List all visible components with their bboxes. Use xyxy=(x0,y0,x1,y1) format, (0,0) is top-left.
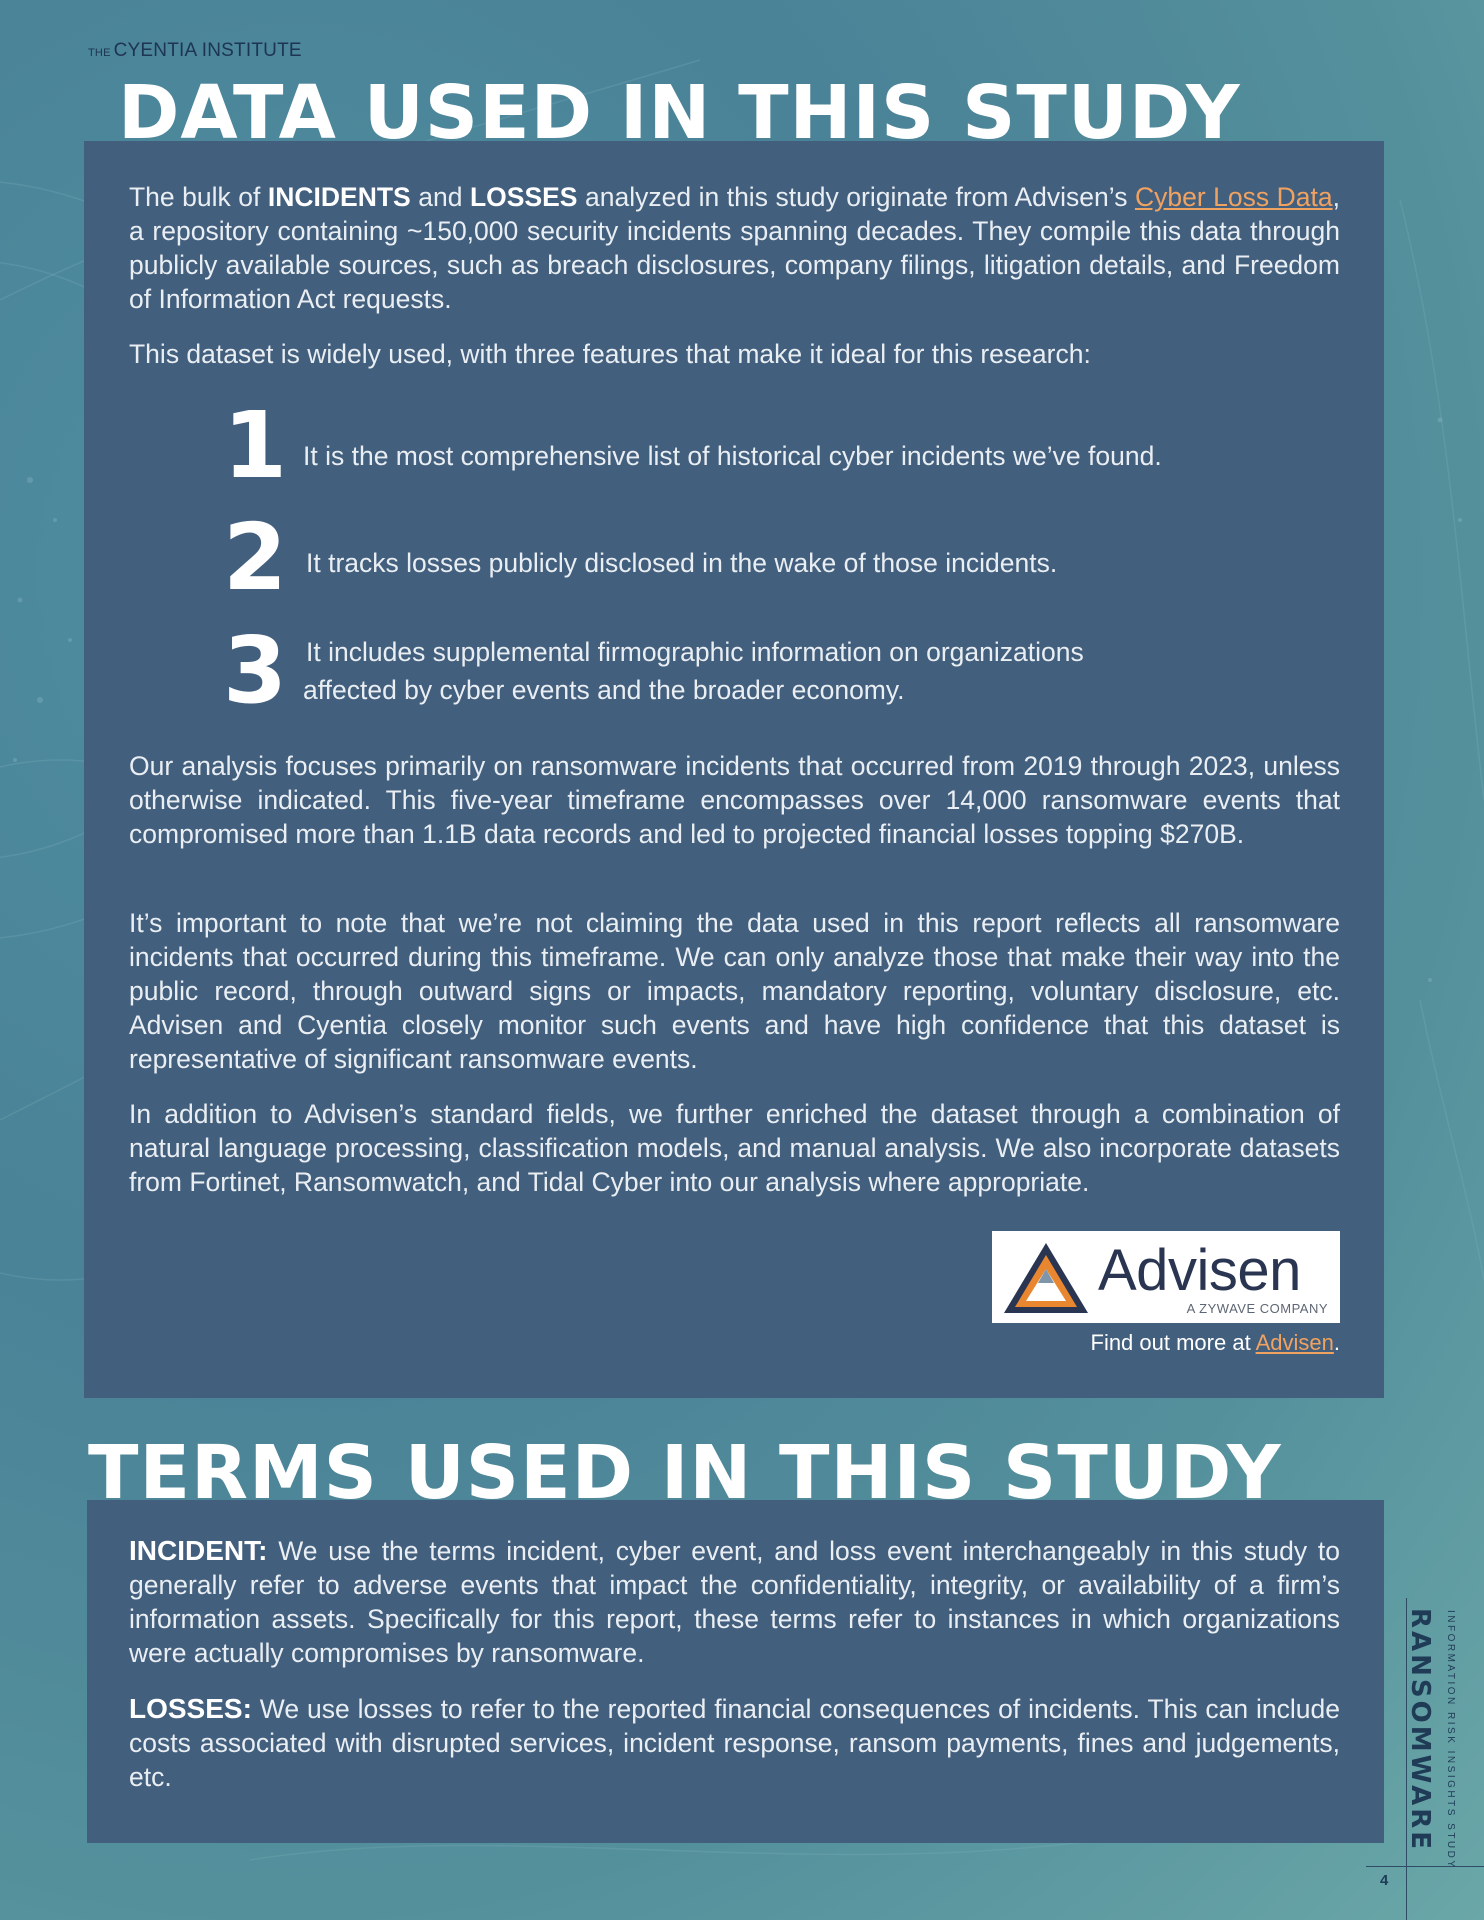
incidents-bold: INCIDENTS xyxy=(267,182,411,212)
intro-text-b: and xyxy=(410,182,470,212)
losses-text: We use losses to refer to the reported financial consequences of incidents. This can include costs associated with disrupted services, incident response, ransom payments, fines and judgements, etc. xyxy=(129,1694,1340,1792)
find-more-end: . xyxy=(1333,1330,1340,1355)
analysis-paragraph: Our analysis focuses primarily on ransomware incidents that occurred from 2019 through 2023, unless otherwise indicated. This five-year timeframe encompasses over 14,000 ransomware events that compromised more than 1.1B data records and led to projected financial losses topping $270B. xyxy=(129,751,1340,849)
find-more-text: Find out more at xyxy=(1090,1330,1256,1355)
cyber-loss-data-link[interactable]: Cyber Loss Data xyxy=(1134,182,1333,212)
intro-paragraph xyxy=(129,180,1340,316)
logo-wordmark: Advisen xyxy=(1098,1238,1301,1303)
brand-name: CYENTIA INSTITUTE xyxy=(113,40,302,61)
incident-term: INCIDENT: xyxy=(129,1535,268,1566)
feature-text-3-line2: affected by cyber events and the broader economy. xyxy=(303,675,905,705)
advisen-triangle-icon xyxy=(1000,1239,1092,1317)
intro-text-d: , a repository containing ~150,000 security incidents spanning decades. They compile this data through publicly available sources, such as breach disclosures, company filings, litigation details, and Freedom of Information Act requests. xyxy=(129,182,1340,314)
intro-text-a: The bulk of xyxy=(129,182,268,212)
losses-bold: LOSSES xyxy=(469,182,578,212)
feature-number-1: 1 xyxy=(223,392,288,499)
brand-header xyxy=(88,40,302,62)
losses-term: LOSSES: xyxy=(129,1693,252,1724)
brand-the: THE xyxy=(88,47,111,59)
terms-title: TERMS USED IN THIS STUDY xyxy=(88,1430,1282,1516)
feature-text-3-line1: It includes supplemental firmographic information on organizations xyxy=(306,637,1084,667)
enrichment-paragraph: In addition to Advisen’s standard fields, we further enriched the dataset through a combination of natural language processing, classification models, and manual analysis. We also incorporate datasets from Fortinet, Ransomwatch, and Tidal Cyber into our analysis where appropriate. xyxy=(129,1099,1340,1197)
feature-text-1: It is the most comprehensive list of historical cyber incidents we’ve found. xyxy=(303,441,1162,471)
incident-text: We use the terms incident, cyber event, and loss event interchangeably in this study to generally refer to adverse events that impact the confidentiality, integrity, or availability of a firm’s information assets. Specifically for this report, these terms refer to instances in which organizations were actually compromises by ransomware. xyxy=(129,1536,1340,1668)
intro-text-c: analyzed in this study originate from Advisen’s xyxy=(577,182,1135,212)
page-title: DATA USED IN THIS STUDY xyxy=(118,70,1241,156)
advisen-logo[interactable] xyxy=(992,1231,1340,1323)
incident-definition xyxy=(129,1534,1340,1670)
feature-number-3: 3 xyxy=(223,617,288,724)
features-intro: This dataset is widely used, with three features that make it ideal for this research: xyxy=(129,339,1091,369)
footer-divider xyxy=(1366,1866,1484,1867)
sidebar-title: RANSOMWARE xyxy=(1405,1608,1435,1853)
feature-text-2: It tracks losses publicly disclosed in the wake of those incidents. xyxy=(306,548,1058,578)
find-out-more xyxy=(1091,1330,1341,1356)
caveat-paragraph: It’s important to note that we’re not claiming the data used in this report reflects all ransomware incidents that occurred during this timeframe. We can only analyze those that make their way into the public record, through outward signs or impacts, mandatory reporting, voluntary disclosure, etc. Advisen and Cyentia closely monitor such events and have high confidence that this dataset is representative of significant ransomware events. xyxy=(129,908,1340,1074)
page-number: 4 xyxy=(1380,1872,1389,1889)
losses-definition xyxy=(129,1692,1340,1794)
logo-subtitle: A ZYWAVE COMPANY xyxy=(1186,1301,1328,1316)
feature-number-2: 2 xyxy=(223,504,288,611)
sidebar-subtitle: INFORMATION RISK INSIGHTS STUDY xyxy=(1445,1610,1456,1870)
advisen-link[interactable]: Advisen xyxy=(1255,1330,1334,1355)
